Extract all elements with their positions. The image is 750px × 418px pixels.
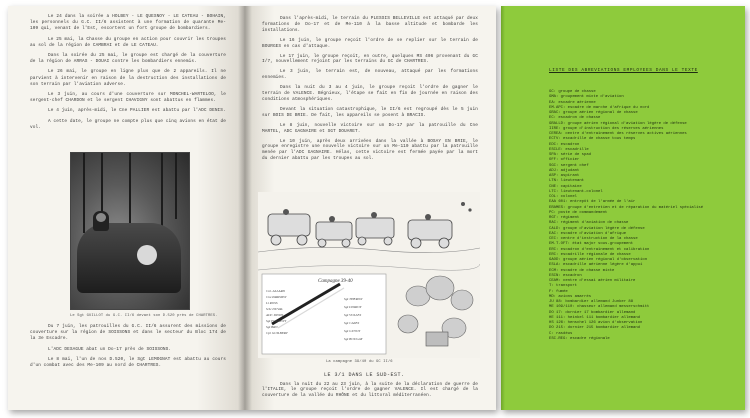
illustration-caption: La campagne 39/40 du GC II/6 [326,360,393,364]
left-page-bottom-text [30,324,226,373]
list-item: CEC: centre d'instruction de la chasse [549,237,638,241]
right-page [244,6,496,410]
postcard-name: Sgt THERON [344,297,363,301]
list-item: ME 109/110: chasseur allemand messerschmitt [549,305,650,310]
paragraph: Le 8 mai, l'un de nos D.520, le Sgt LEMOGNAT est abattu au cours d'un combat avec des Me-109 au nord de CHARTRES. [30,356,226,369]
list-item: JU 88: bombardier allemand Junker 88 [549,300,634,304]
paragraph: Le 4 juin, après-midi, le Cne PALLIER est abattu par l'ADC DENIS. [48,108,226,114]
list-item: ASP: aspirant [549,174,580,178]
list-item: EM.T.OFT: état major sous-groupement [549,242,634,247]
list-item: COL: colonel [549,195,578,199]
paragraph: A cette date, le groupe ne compte plus que cinq avions en état de vol. [30,118,226,130]
list-item: F: fumée [549,289,568,294]
list-item: GMA: groupement mixte d'aviation [549,95,624,100]
list-item: PC: poste de commandement [549,210,608,215]
book-gutter [238,6,252,410]
paragraph: L'ADC DESAGUE abat un Do-17 près de SOISSONS. [48,346,172,352]
paragraph: Dans l'après-midi, le terrain du PLESSIS BELLEVILLE est attaqué par deux formations de Do-17 et de Me-110 à la basse altitude et bombarde les installations. [262,16,478,33]
list-item: ESCN: escadron [549,273,582,278]
postcard-name: Sgt BOUGAY [344,337,363,341]
list-item: GRAC: groupe aérien régional de chasse [549,111,638,115]
paragraph: Le 24 dans la soirée a HOLBEY - LE QUESNOY - LE CATEAU - BOHAIN, les personnels du G.C. II/6 assistent à une formation de quarante Me-109 qui, venant de l'Est, escortent un fort groupe de bombardiers. [30,14,226,32]
aircraft-fuselage [77,223,181,293]
list-item: CALD: groupe d'aviation légère de défense [549,226,645,231]
list-item: ERC: escadrille régionale de chasse [549,252,631,257]
paragraph: Devant la situation catastrophique, le II/6 est regroupé dès le 5 juin sur BOIS DE BRIE. De fait, les appareils se posent à BRACIS. [262,106,478,118]
list-item: EM.APC: escadre de marche d'afrique du nord [549,105,650,110]
list-item: EA: escadre aérienne [549,100,596,105]
left-page [8,6,244,410]
postcard-header: Campagne 39-40 [318,279,353,284]
list-item: RAC: régiment d'aviation de chasse [549,221,629,226]
list-item: ADJ: adjudant [549,168,580,173]
list-item: EAC: escadre d'aviation d'afrique [549,231,627,236]
paragraph: Le 17 juin, le groupe reçoit, en outre, quelques MS 406 provenant du GC I/7, nouvellement rejoint par les terrains du GC de CHARTRES. [262,53,478,65]
list-item: LTN: lieutenant [549,179,585,184]
paragraph: Le 26 mai, le groupe en ligne plus que de 2 appareils. Il ne parvient à intervenir en raison de la destruction des installations de son terrain par l'aviation adverse. [30,69,226,87]
list-item: ESLA: escadrille aérienne légère d'appui [549,263,643,268]
list-item: MD: avions amarrés [549,294,592,299]
list-item: LTC: lieutenant-colonel [549,189,603,194]
postcard-name: Sgt GUYOT [344,329,361,333]
list-item: GAOD: groupe aérien régional d'observation [549,258,648,262]
right-page-bottom-text [262,382,478,402]
list-item: HE 111: heinkel 111 bombardier allemand [549,315,641,320]
list-item: HS 126: henschel 126 avion d'observation [549,321,643,325]
paragraph: Le 3 juin, le terrain est, de nouveau, attaqué par les formations ennemies. [262,69,478,81]
list-item: DO 17: dornier 17 bombardier allemand [549,310,636,315]
photo-caption: Le Sgt GUILLOT du G.C. II/6 devant son D.520 près de CHARTRES. [70,314,218,318]
list-item: CNE: capitaine [549,184,582,189]
paragraph: Dans la soirée du 25 mai, le groupe est chargé de la couverture de la région de ARRAS - DOUAI contre les bombardiers ennemis. [30,53,226,65]
right-page-top-text [262,16,478,166]
left-page-top-text [30,14,226,135]
glossary-title: LISTE DES ABREVIATIONS EMPLOYEES DANS LE TEXTE [549,68,698,73]
list-item: IIRE: groupe d'instruction des réserves aériennes [549,126,664,131]
list-item: SGC: sergent chef [549,163,589,168]
list-item: EAA 601: entrepôt de l'armée de l'air [549,200,636,205]
list-item: CEREA: centre d'entraînement des réserves actives aériennes [549,132,687,136]
paragraph: Le 3 juin, au cours d'une couverture sur MONCHEL-WARTELOO, le sergent-chef CHARDON et le sergent CHAVIGNY sont abattus en flammes. [30,92,226,104]
paragraph: Le 16 juin, le groupe reçoit l'ordre de se replier sur le terrain de BOURGES en cas d'attaque. [262,37,478,49]
abbreviation-list [549,90,735,342]
postcard-name: Sgt FLAMENT [266,319,287,323]
list-item: DO 215: dornier 215 bombardier allemand [549,326,641,331]
pilot-face [96,213,106,222]
paragraph: Le 8 juin, nouvelle victoire sur un Do-17 par la patrouille du Cne MARTEL, ADC GAGNAIRE et SGT DOUARET. [262,122,478,134]
postcard-name: S/Lt DUVAL [266,307,283,311]
postcard-name: Cpl GUILBERT [266,331,288,335]
pilot-in-cockpit-photo [70,152,190,310]
list-item: ERC: escadron d'entraînement et calibration [549,247,650,252]
paragraph: Le 25 mai, la Chasse du groupe en action pour couvrir les troupes au sol de la région de CAMBRAI et de LE CATEAU. [30,36,226,48]
postcard-name: Sgt DORIOT [344,305,362,309]
list-item: RGT: régiment [549,216,580,220]
postcard-name: Cne PARISIEN [266,295,287,299]
postcard-name: Sgt VOLLES [344,313,362,317]
list-item: ECM: escadre de chasse mixte [549,268,615,273]
paragraph: Dans la nuit du 22 au 23 juin, à la suite de la déclaration de guerre de l'ITALIE, le groupe reçoit l'ordre de gagner VALENCE. Il est chargé de la couverture de la vallée du RHÔNE et du littoral méditerranéen. [262,382,478,398]
list-item: ESCLE: escadrille [549,147,589,152]
postcard-name: Sgt CAZES [344,321,360,325]
list-item: ERAMES: groupe d'entretien et de réparation du matériel spécialisé [549,205,704,210]
list-item: GC: groupe de chasse [549,90,596,94]
postcard-name: Lt ROSS [266,301,278,305]
list-item: EC: escadron de chasse [549,116,601,121]
open-book [8,6,496,410]
list-item: C: rasdéus [549,331,573,336]
squadron-cartoon-illustration [258,192,480,358]
list-item: SPA: série de spad [549,153,592,157]
list-item: ECTV: escadrille de chasse tous temps [549,137,636,142]
postcard-name: Sgt BRU [266,325,278,329]
green-glossary-booklet [501,6,745,410]
paragraph: Dans la nuit du 3 au 4 juin, le groupe reçoit l'ordre de gagner le terrain de VALENCE. Bégnieux, l'étape se fait en fin de journée en raison des conditions atmosphériques. [262,85,478,102]
booklet-edge [501,6,505,410]
list-item: ESC.REG: escadre régionale [549,336,610,341]
list-item: GRALLD: groupe aérien régional d'aviation légère de défense [549,121,687,126]
paragraph: Du 7 juin, les patrouilles du G.C. II/6 assurent des missions de couverture sur la région de SOISSONS et dans le secteur du Bloc 174 de la 3e Escadre. [30,324,226,342]
postcard-name: Col. ALLARD [266,289,285,293]
list-item: OFF: officier [549,158,580,163]
paragraph: Le 10 juin, après deux arrivées dans la vallée à BOSAY EN BRIE, le groupe enregistre une nouvelle victoire sur un Me-110 abattu par la patrouille menée par l'ADC GAGNAIRE. Hélas, cette victoire est fermée payée par la mort du dernier abattu par les troupes au sol. [262,138,478,162]
list-item: CEAM: centre d'essai aérien militaire [549,279,636,283]
list-item: T: transport [549,284,578,289]
list-item: EDC: escadron [549,142,580,147]
aircraft-marking [137,245,157,265]
postcard-name: ADC DENIS [266,313,284,317]
section-heading: LE 3/1 DANS LE SUD-EST. [324,372,405,378]
